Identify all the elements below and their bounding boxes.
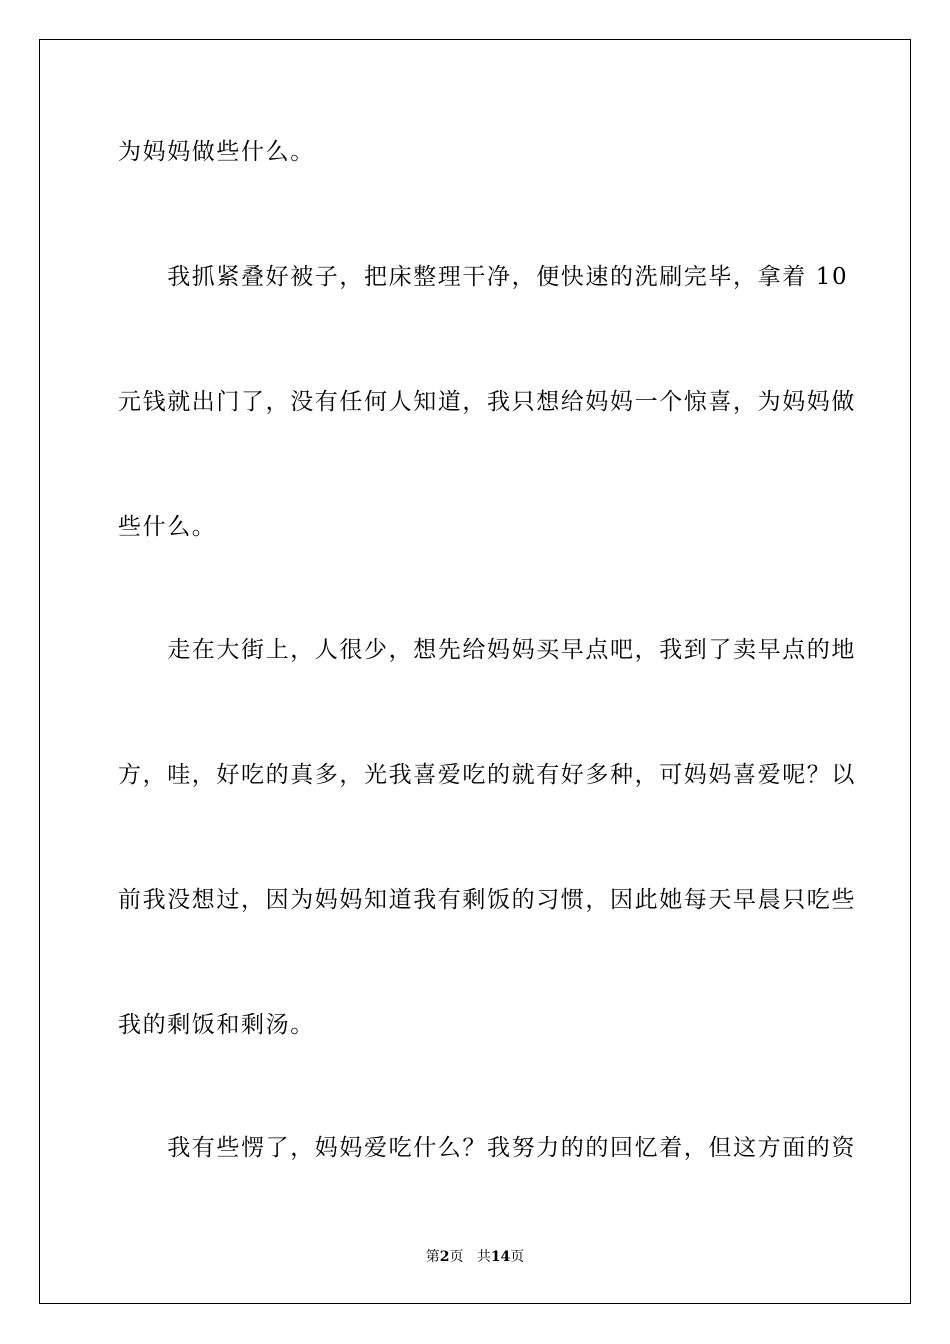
body-text-line: 为妈妈做些什么。 (118, 139, 315, 165)
body-text-line: 前我没想过，因为妈妈知道我有剩饭的习惯，因此她每天早晨只吃些 (118, 887, 856, 913)
body-text-line: 我有些愣了，妈妈爱吃什么？我努力的的回忆着，但这方面的资 (118, 1135, 856, 1161)
page-footer (0, 1248, 950, 1266)
total-label-prefix: 共 (476, 1249, 491, 1265)
total-page-count: 14 (490, 1249, 511, 1265)
current-page-number: 2 (439, 1249, 450, 1265)
page-label-suffix: 页 (449, 1249, 464, 1265)
body-text-line: 些什么。 (118, 514, 217, 540)
body-text-line: 我的剩饭和剩汤。 (118, 1012, 315, 1038)
total-label-suffix: 页 (510, 1249, 525, 1265)
body-text-line: 方，哇，好吃的真多，光我喜爱吃的就有好多种，可妈妈喜爱呢？以 (118, 762, 856, 788)
body-text-line: 元钱就出门了，没有任何人知道，我只想给妈妈一个惊喜，为妈妈做 (118, 389, 856, 415)
page-border (39, 39, 911, 1304)
body-text-line: 走在大街上，人很少，想先给妈妈买早点吧，我到了卖早点的地 (118, 637, 856, 663)
body-text-line: 我抓紧叠好被子，把床整理干净，便快速的洗刷完毕，拿着 10 (118, 264, 849, 290)
page-label-prefix: 第 (425, 1249, 440, 1265)
